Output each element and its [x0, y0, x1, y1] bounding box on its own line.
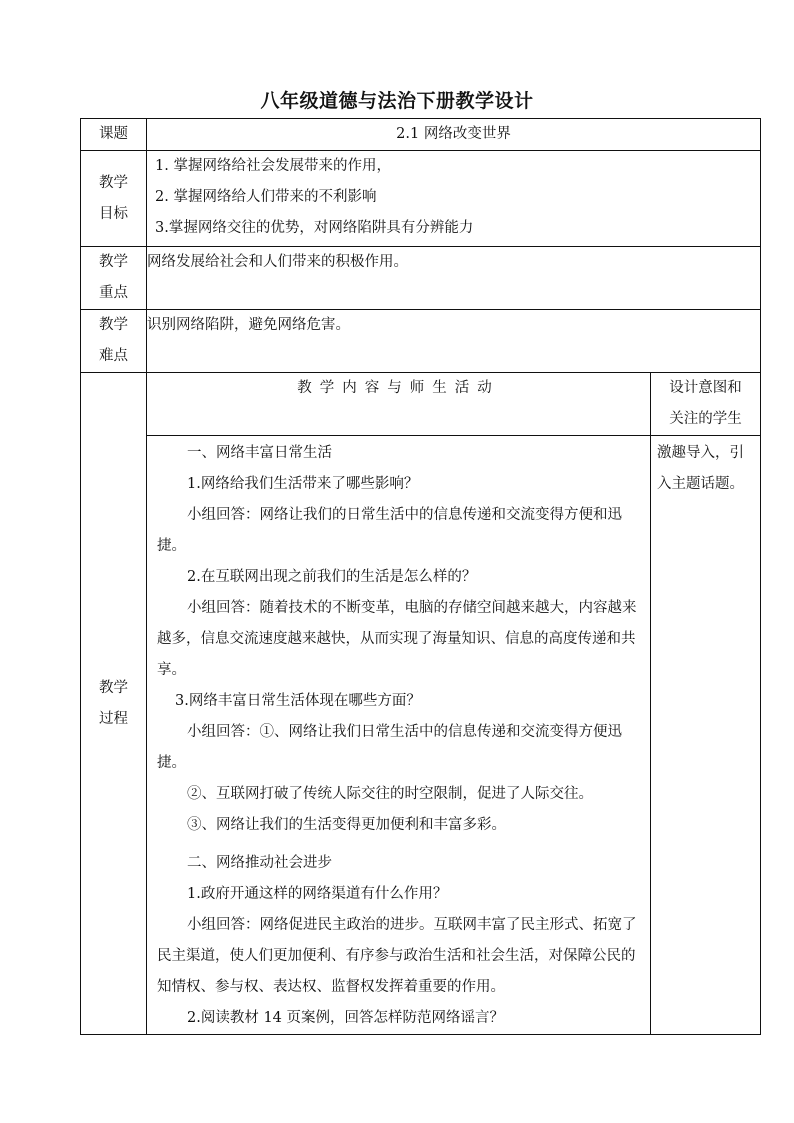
label-line: 目标	[99, 205, 128, 222]
label-line: 教学	[99, 254, 128, 270]
activity-content	[147, 436, 651, 1035]
lesson-plan-table	[80, 118, 761, 1035]
objective-item: 3.掌握网络交往的优势，对网络陷阱具有分辨能力	[155, 220, 474, 236]
difficulties-text: 识别网络陷阱，避免网络危害。	[147, 310, 761, 373]
answer: 小组回答：随着技术的不断变革，电脑的存储空间越来越大，内容越来越多，信息交流速度越来越快，从而实现了海量知识、信息的高度传递和共享。	[157, 600, 637, 678]
intent-header	[651, 373, 761, 436]
intent-header-line: 关注的学生	[669, 411, 742, 427]
answer: 小组回答：①、网络让我们日常生活中的信息传递和交流变得方便迅捷。	[157, 724, 622, 771]
label-line: 教学	[99, 174, 128, 191]
answer: 小组回答：网络让我们的日常生活中的信息传递和交流变得方便和迅捷。	[157, 507, 622, 554]
label-line: 难点	[99, 348, 128, 364]
objective-item: 1. 掌握网络给社会发展带来的作用，	[155, 158, 391, 174]
question: 1.政府开通这样的网络渠道有什么作用？	[187, 886, 448, 902]
process-label	[81, 373, 147, 1035]
key-points-text: 网络发展给社会和人们带来的积极作用。	[147, 247, 761, 310]
question: 2.在互联网出现之前我们的生活是怎么样的？	[187, 569, 477, 585]
key-points-label	[81, 247, 147, 310]
answer-point: ②、互联网打破了传统人际交往的时空限制，促进了人际交往。	[187, 786, 593, 802]
intent-content	[651, 436, 761, 1035]
topic-value: 2.1 网络改变世界	[147, 119, 761, 151]
question: 1.网络给我们生活带来了哪些影响？	[187, 476, 419, 492]
objectives-label	[81, 151, 147, 247]
document-title: 八年级道德与法治下册教学设计	[260, 90, 534, 112]
intent-header-line: 设计意图和	[669, 380, 742, 396]
objectives-content	[147, 151, 761, 247]
answer-point: ③、网络让我们的生活变得更加便利和丰富多彩。	[187, 817, 506, 833]
process-header-row	[81, 373, 761, 436]
topic-row	[81, 119, 761, 151]
topic-label: 课题	[81, 119, 147, 151]
process-body-row	[81, 436, 761, 1035]
objective-item: 2. 掌握网络给人们带来的不利影响	[155, 189, 377, 205]
intent-text: 激趣导入，引入主题话题。	[657, 445, 744, 492]
question: 3.网络丰富日常生活体现在哪些方面？	[175, 693, 421, 709]
difficulties-label	[81, 310, 147, 373]
question: 2.阅读教材 14 页案例，回答怎样防范网络谣言？	[187, 1010, 505, 1026]
label-line: 过程	[99, 710, 128, 727]
label-line: 教学	[99, 317, 128, 333]
answer: 小组回答：网络促进民主政治的进步。互联网丰富了民主形式、拓宽了民主渠道，使人们更加便利、有序参与政治生活和社会生活，对保障公民的知情权、参与权、表达权、监督权发挥着重要的作用。	[157, 917, 637, 995]
key-points-row	[81, 247, 761, 310]
section-heading: 一、网络丰富日常生活	[187, 445, 332, 461]
objectives-row	[81, 151, 761, 247]
activity-header: 教学内容与师生活动	[147, 373, 651, 436]
label-line: 教学	[99, 679, 128, 696]
difficulties-row	[81, 310, 761, 373]
section-heading: 二、网络推动社会进步	[187, 855, 332, 871]
label-line: 重点	[99, 285, 128, 301]
